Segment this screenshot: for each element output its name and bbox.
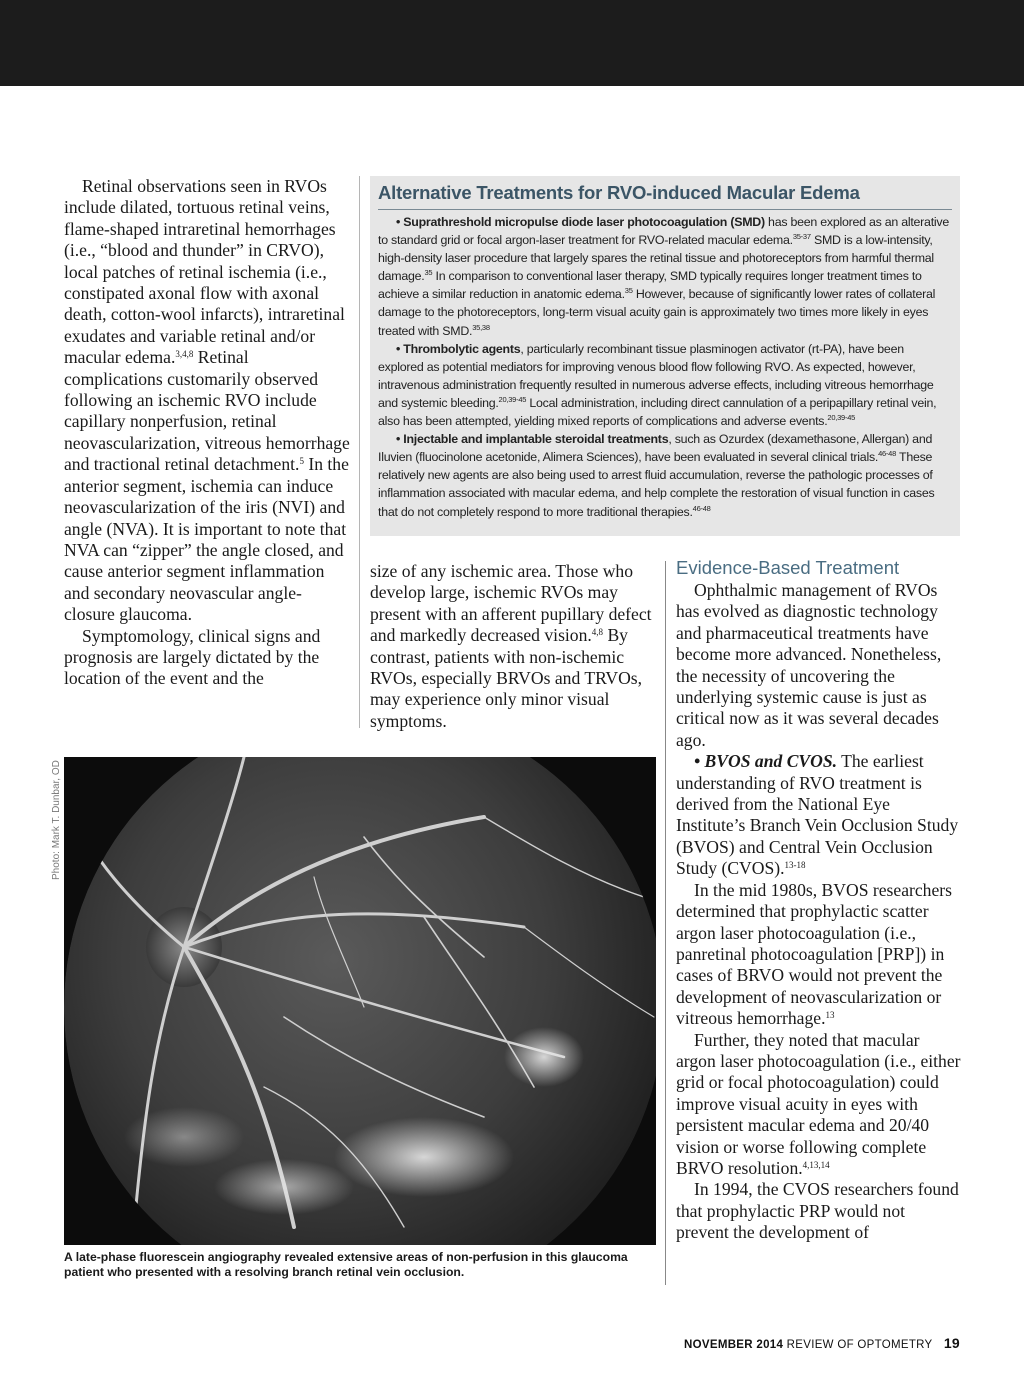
paragraph: size of any ischemic area. Those who develop large, ischemic RVOs may present with an afferent pupillary defect and markedly decreased vision.$^{4,8}$ By contrast, patients with non-ischemic RVOs, especially BRVOs and TRVOs, may experience only minor visual symptoms. xyxy=(370,561,652,731)
issue-date: NOVEMBER 2014 xyxy=(684,1339,784,1351)
column-divider xyxy=(665,561,666,1285)
journal-name: REVIEW OF OPTOMETRY xyxy=(786,1339,933,1351)
sidebar-bullet: • Thrombolytic agents, particularly recombinant tissue plasminogen activator (rt-PA), have been explored as potential mediators for improving venous blood flow following RVO. As expected, however, intravenous administration frequently resulted in numerous adverse effects, including vitreous hemorrhage and systemic bleeding.$^{20,39-45}$ Local administration, including direct cannulation of a peripapillary retinal vein, also has been attempted, yielding mixed reports of complications and adverse events.$^{20,39-45}$ xyxy=(378,341,937,429)
page-footer xyxy=(660,1335,960,1351)
paragraph: In the mid 1980s, BVOS researchers determined that prophylactic scatter argon laser photocoagulation (i.e., panretinal photocoagulation [PRP]) in cases of BRVO would not prevent the development of neovascularization or vitreous hemorrhage.$^{13}$ xyxy=(676,879,952,1029)
article-column-2 xyxy=(370,561,656,732)
paragraph: In 1994, the CVOS researchers found that prophylactic PRP would not prevent the development of xyxy=(676,1179,959,1243)
figure-caption: A late-phase fluorescein angiography revealed extensive areas of non-perfusion in this glaucoma patient who presented with a resolving branch retinal vein occlusion. xyxy=(64,1250,628,1279)
photo-credit: Photo: Mark T. Dunbar, OD xyxy=(51,760,62,880)
section-heading: Evidence-Based Treatment xyxy=(676,557,900,578)
column-divider xyxy=(359,176,360,728)
sidebar-bullet: • Suprathreshold micropulse diode laser photocoagulation (SMD) has been explored as an alterative to standard grid or focal argon-laser treatment for RVO-related macular edema.$^{35-37}$ SMD is a low-intensity, high-density laser procedure that largely spares the retinal tissue and photoreceptors from harmful thermal damage.$^{35}$ In comparison to conventional laser therapy, SMD typically requires longer treatment times to achieve a similar reduction in anatomic edema.$^{35}$ However, because of significantly lower rates of collateral damage to the photoreceptors, long-term visual acuity gain is approximately two times more likely in eyes treated with SMD.$^{35,38}$ xyxy=(378,215,949,338)
article-column-3 xyxy=(676,557,962,1244)
paragraph: Further, they noted that macular argon laser photocoagulation (i.e., either grid or focal photocoagulation) could improve visual acuity in eyes with persistent macular edema and 20/40 vision or worse following complete BRVO resolution.$^{4,13,14}$ xyxy=(676,1029,961,1178)
paragraph: Retinal observations seen in RVOs include dilated, tortuous retinal veins, flame-shaped intraretinal hemorrhages (i.e., “blood and thunder” in CRVO), local patches of retinal ischemia (i.e., constipated axonal flow with axonal death, cotton-wool infarcts), intraretinal exudates and variable retinal and/or macular edema.$^{3,4,8}$ Retinal complications customarily observed following an ischemic RVO include capillary nonperfusion, retinal neovascularization, vitreous hemorrhage and tractional retinal detachment.$^5$ In the anterior segment, ischemia can induce neovascularization of the iris (NVI) and angle (NVA). It is important to note that NVA can “zipper” the angle closed, and cause anterior segment inflammation and secondary neovascular angle-closure glaucoma. xyxy=(64,176,350,625)
sidebar-bullet: • Injectable and implantable steroidal treatments, such as Ozurdex (dexamethasone, Allergan) and Iluvien (fluocinolone acetonide, Alimera Sciences), have been evaluated in several clinical trials.$^{46-48}$ These relatively new agents are also being used to arrest fluid accumulation, reverse the pathologic processes of inflammation associated with macular edema, and help complete the restoration of visual function in cases that do not completely respond to more traditional therapies.$^{46-48}$ xyxy=(378,432,935,519)
paragraph: Symptomology, clinical signs and prognosis are largely dictated by the location of the event and the xyxy=(64,625,321,689)
paragraph: Ophthalmic management of RVOs has evolved as diagnostic technology and pharmaceutical treatments have become more advanced. Nonetheless, the necessity of uncovering the underlying systemic cause is just as critical now as it was several decades ago. xyxy=(676,580,942,750)
top-banner xyxy=(0,0,1024,86)
paragraph: • BVOS and CVOS. The earliest understanding of RVO treatment is derived from the National Eye Institute’s Branch Vein Occlusion Study (BVOS) and Central Vein Occlusion Study (CVOS).$^{13-18}$ xyxy=(676,751,959,879)
fundus-angiography-photo xyxy=(64,757,656,1245)
article-column-1 xyxy=(64,176,350,690)
sidebar-box xyxy=(370,176,960,536)
page-number: 19 xyxy=(943,1335,960,1351)
retina-image xyxy=(64,757,656,1245)
sidebar-title: Alternative Treatments for RVO-induced Macular Edema xyxy=(378,182,952,210)
